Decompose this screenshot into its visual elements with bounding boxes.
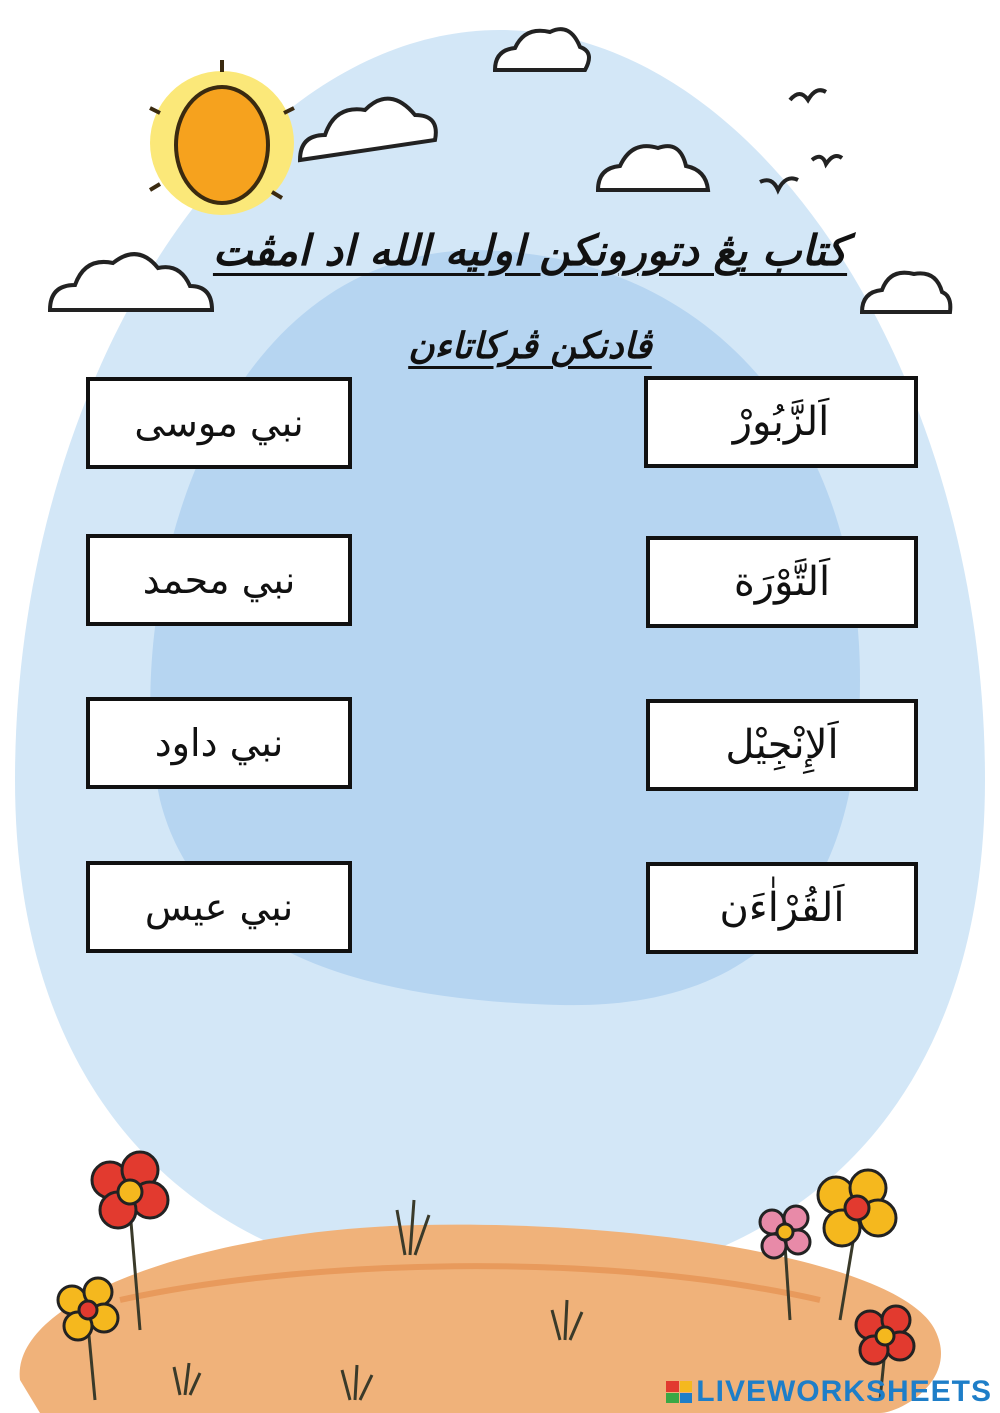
- book-box[interactable]: [644, 376, 918, 468]
- cloud-icon: [862, 273, 950, 312]
- book-label: اَلقُرْاٰءَن: [719, 885, 845, 931]
- book-box[interactable]: [646, 862, 918, 954]
- prophet-label: نبي موسى: [134, 401, 304, 445]
- prophet-box[interactable]: [86, 861, 352, 953]
- worksheet-title: كتاب يڠ دتورونكن اوليه الله اد امڤت: [212, 226, 848, 275]
- prophet-label: نبي عيس: [144, 885, 294, 929]
- book-label: اَلزَّبُورْ: [732, 399, 830, 445]
- prophet-label: نبي محمد: [142, 558, 296, 602]
- prophet-box[interactable]: [86, 377, 352, 469]
- prophet-box[interactable]: [86, 534, 352, 626]
- book-box[interactable]: [646, 699, 918, 791]
- book-label: اَلتَّوْرَة: [733, 559, 831, 605]
- liveworksheets-wordmark: LIVEWORKSHEETS: [696, 1375, 992, 1408]
- prophet-label: نبي داود: [154, 721, 284, 765]
- book-box[interactable]: [646, 536, 918, 628]
- liveworksheets-logo-icon: [666, 1381, 692, 1403]
- book-label: اَلإِنْجِيْل: [725, 722, 839, 768]
- prophet-box[interactable]: [86, 697, 352, 789]
- sun-icon: [150, 60, 294, 215]
- worksheet-subtitle: ڤادنكن ڤركاتاءن: [408, 326, 652, 367]
- liveworksheets-logo: [666, 1375, 992, 1409]
